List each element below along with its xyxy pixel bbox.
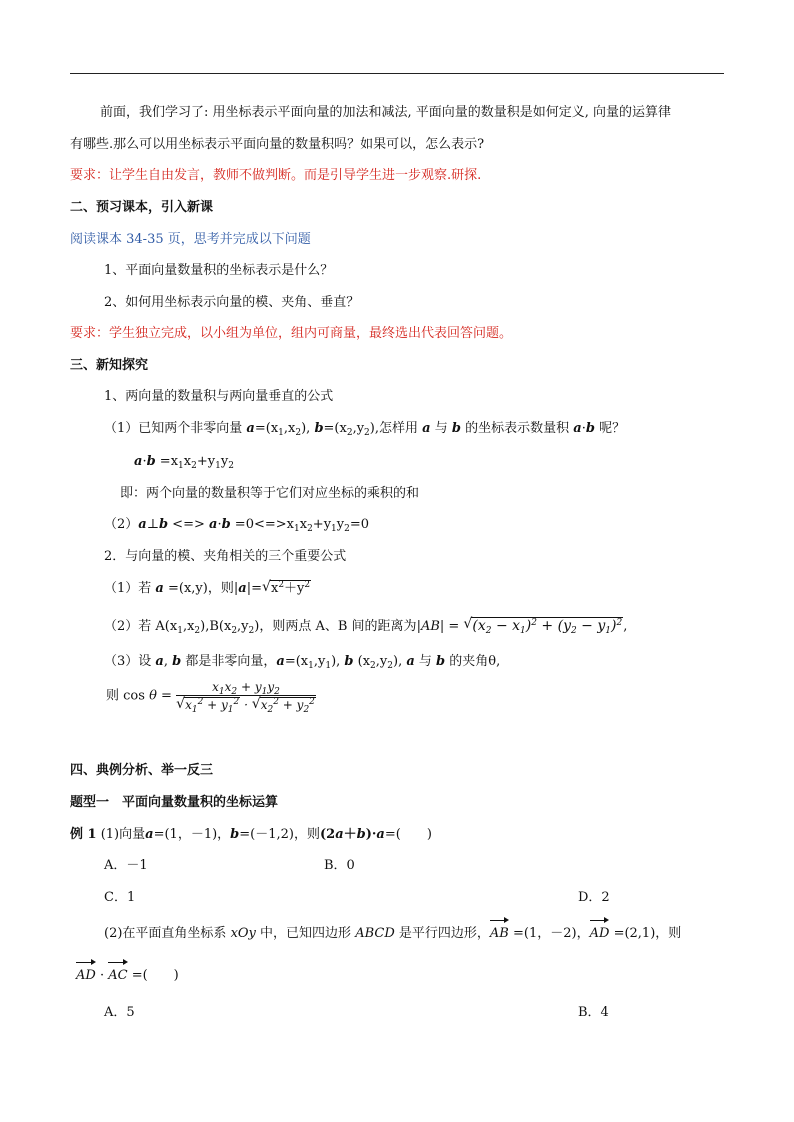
intro-line-1: 前面，我们学习了: 用坐标表示平面向量的加法和减法, 平面向量的数量积是如何定义, 向量的运算律 — [100, 105, 672, 120]
section2-heading: 二、预习课本，引入新课 — [70, 200, 214, 215]
section4-heading: 四、典例分析、举一反三 — [70, 763, 214, 778]
section3-sub1: 1、两向量的数量积与两向量垂直的公式 — [104, 389, 334, 404]
perpendicular-formula: （2）a⊥b <=> $a\cdot b =0<=>x_1x_2+y_1y_2=0$ — [104, 517, 370, 534]
header-rule — [70, 73, 724, 74]
intro-requirement: 要求：让学生自由发言，教师不做判断。而是引导学生进一步观察.研探. — [70, 168, 482, 183]
dot-product-formula: $a\cdot b =x_1x_2+y_1y_2$ — [134, 454, 234, 471]
section2-requirement: 要求：学生独立完成，以小组为单位，组内可商量，最终选出代表回答问题。 — [70, 326, 513, 341]
example-1-part-2: (2)在平面直角坐标系 xOy 中，已知四边形 ABCD 是平行四边形，AB =(1，－2)，AD =(2,1)，则 — [104, 926, 682, 941]
cos-formula: 则 cos θ = $x_1x_2 + y_1y_2$ √ $x_1^2 + y_1^2$ · √ $x_2^2 + y_2^2$ — [106, 680, 315, 715]
angle-setup: （3）设 a, b 都是非零向量，$a=(x_1,y_1)$, b $(x_2,y_2)$, a 与 b 的夹角θ, — [104, 654, 501, 671]
option-b-2: B．4 — [578, 1005, 609, 1020]
example-1-part-2-expression: AD · AC =( ) — [76, 968, 179, 983]
section3-sub2: 2．与向量的模、夹角相关的三个重要公式 — [104, 549, 347, 564]
modulus-formula: （1）若 a =(x,y)，则|a|= √ $x^2+y^2$ — [104, 579, 311, 596]
intro-line-2: 有哪些.那么可以用坐标表示平面向量的数量积吗？如果可以，怎么表示? — [70, 137, 485, 152]
option-a-2: A．5 — [104, 1005, 135, 1020]
option-b-1: B．0 — [324, 858, 355, 873]
option-c-1: C．1 — [104, 890, 136, 905]
section3-p1: （1）已知两个非零向量 $a=(x_1,x_2)$, $b=(x_2,y_2)$,怎样用 a 与 b 的坐标表示数量积 a·b 呢？ — [104, 421, 626, 438]
section3-heading: 三、新知探究 — [70, 358, 149, 373]
section2-question-2: 2、如何用坐标表示向量的模、夹角、垂直？ — [104, 295, 360, 310]
question-type-1: 题型一 平面向量数量积的坐标运算 — [70, 795, 279, 810]
vector-ab-symbol: AB — [489, 926, 509, 941]
example-1-part-1: 例 1 (1)向量a=(1，－1)，b=(－1,2)，则(2a＋b)·a=( ) — [70, 827, 432, 842]
option-a-1: A．－1 — [104, 858, 148, 873]
option-d-1: D．2 — [578, 890, 610, 905]
vector-ad-symbol: AD — [589, 926, 610, 941]
distance-formula: （2）若 $A(x_1,x_2),B(x_2,y_2)$，则两点 A、B 间的距离为|AB| = √ $(x_2 - x_1)^2 + (y_2 - y_1)^2$, — [104, 616, 628, 636]
section2-question-1: 1、平面向量数量积的坐标表示是什么？ — [104, 263, 334, 278]
section2-reading: 阅读课本 34-35 页，思考并完成以下问题 — [70, 232, 311, 247]
dot-product-meaning: 即：两个向量的数量积等于它们对应坐标的乘积的和 — [120, 486, 420, 501]
